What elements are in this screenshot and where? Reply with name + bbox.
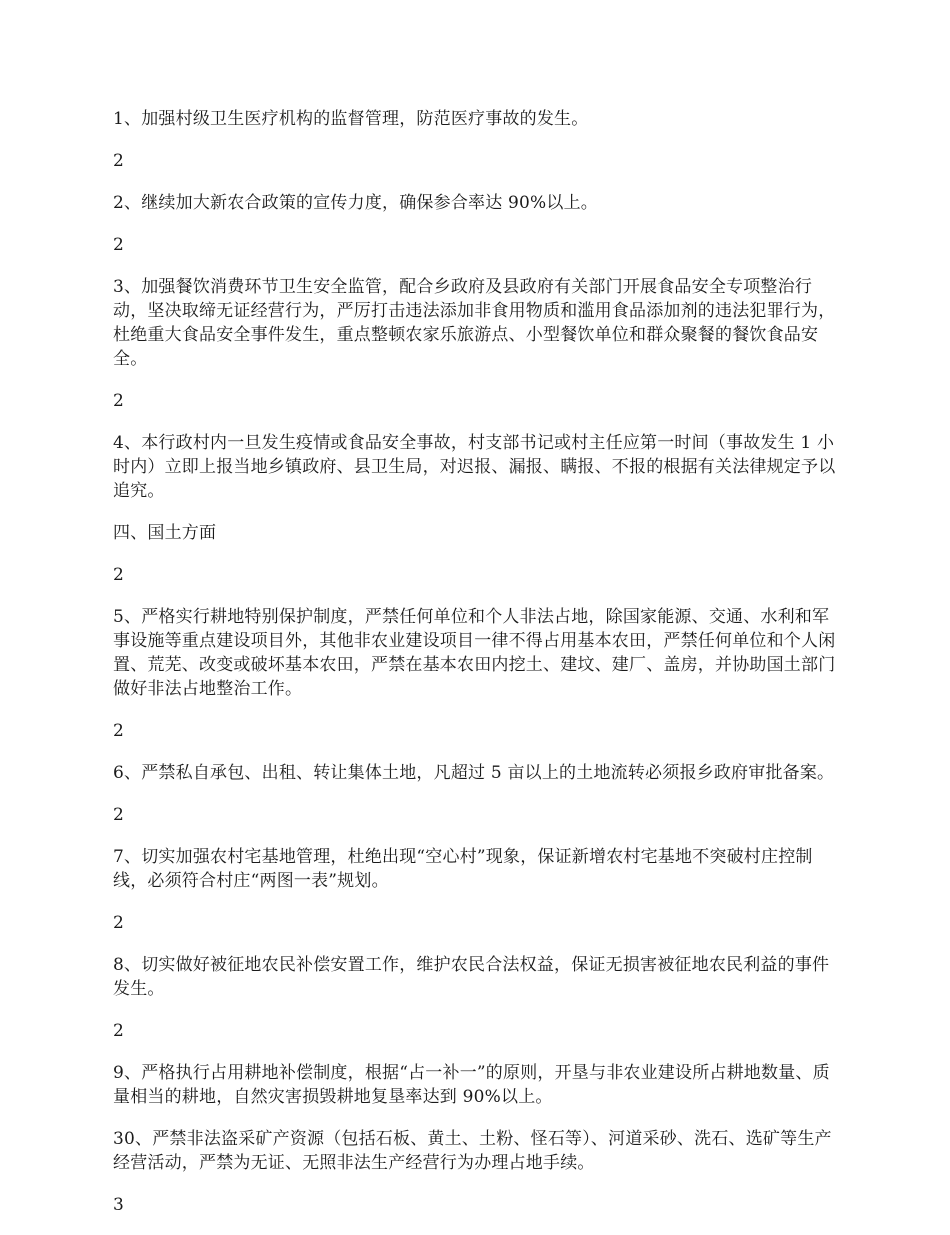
paragraph-item-1: 1、加强村级卫生医疗机构的监督管理，防范医疗事故的发生。 — [113, 109, 589, 129]
paragraph-item-6: 6、严禁私自承包、出租、转让集体土地，凡超过 5 亩以上的土地流转必须报乡政府审批备案。 — [113, 763, 835, 783]
paragraph-item-3: 3、加强餐饮消费环节卫生安全监管，配合乡政府及县政府有关部门开展食品安全专项整治行动，坚决取缔无证经营行为，严厉打击违法添加非食用物质和滥用食品添加剂的违法犯罪行为，杜绝重大食品安全事件发生，重点整顿农家乐旅游点、小型餐饮单位和群众聚餐的餐饮食品安全。 — [113, 277, 836, 369]
score-value: 2 — [113, 1021, 125, 1041]
paragraph-item-4: 4、本行政村内一旦发生疫情或食品安全事故，村支部书记或村主任应第一时间（事故发生 1 小时内）立即上报当地乡镇政府、县卫生局，对迟报、漏报、瞒报、不报的根据有关法律规定予以追究。 — [113, 433, 836, 501]
paragraph-item-5: 5、严格实行耕地特别保护制度，严禁任何单位和个人非法占地，除国家能源、交通、水利和军事设施等重点建设项目外，其他非农业建设项目一律不得占用基本农田，严禁任何单位和个人闲置、荒芜、改变或破坏基本农田，严禁在基本农田内挖土、建坟、建厂、盖房，并协助国土部门做好非法占地整治工作。 — [113, 607, 836, 699]
score-value: 2 — [113, 565, 125, 585]
score-value: 2 — [113, 391, 125, 411]
paragraph-item-8: 8、切实做好被征地农民补偿安置工作，维护农民合法权益，保证无损害被征地农民利益的事件发生。 — [113, 955, 830, 999]
score-value: 3 — [113, 1195, 125, 1215]
score-value: 2 — [113, 721, 125, 741]
score-value: 2 — [113, 913, 125, 933]
score-value: 2 — [113, 235, 125, 255]
paragraph-item-30: 30、严禁非法盗采矿产资源（包括石板、黄土、土粉、怪石等）、河道采砂、洗石、选矿等生产经营活动，严禁为无证、无照非法生产经营行为办理占地手续。 — [113, 1129, 832, 1173]
paragraph-item-7: 7、切实加强农村宅基地管理，杜绝出现“空心村”现象，保证新增农村宅基地不突破村庄控制线，必须符合村庄“两图一表”规划。 — [113, 847, 813, 891]
score-value: 2 — [113, 151, 125, 171]
score-value: 2 — [113, 805, 125, 825]
paragraph-item-9: 9、严格执行占用耕地补偿制度，根据“占一补一”的原则，开垦与非农业建设所占耕地数量、质量相当的耕地，自然灾害损毁耕地复垦率达到 90%以上。 — [113, 1063, 830, 1107]
document-body — [113, 107, 840, 1235]
paragraph-item-2: 2、继续加大新农合政策的宣传力度，确保参合率达 90%以上。 — [113, 193, 599, 213]
section-heading-land: 四、国土方面 — [113, 523, 217, 543]
